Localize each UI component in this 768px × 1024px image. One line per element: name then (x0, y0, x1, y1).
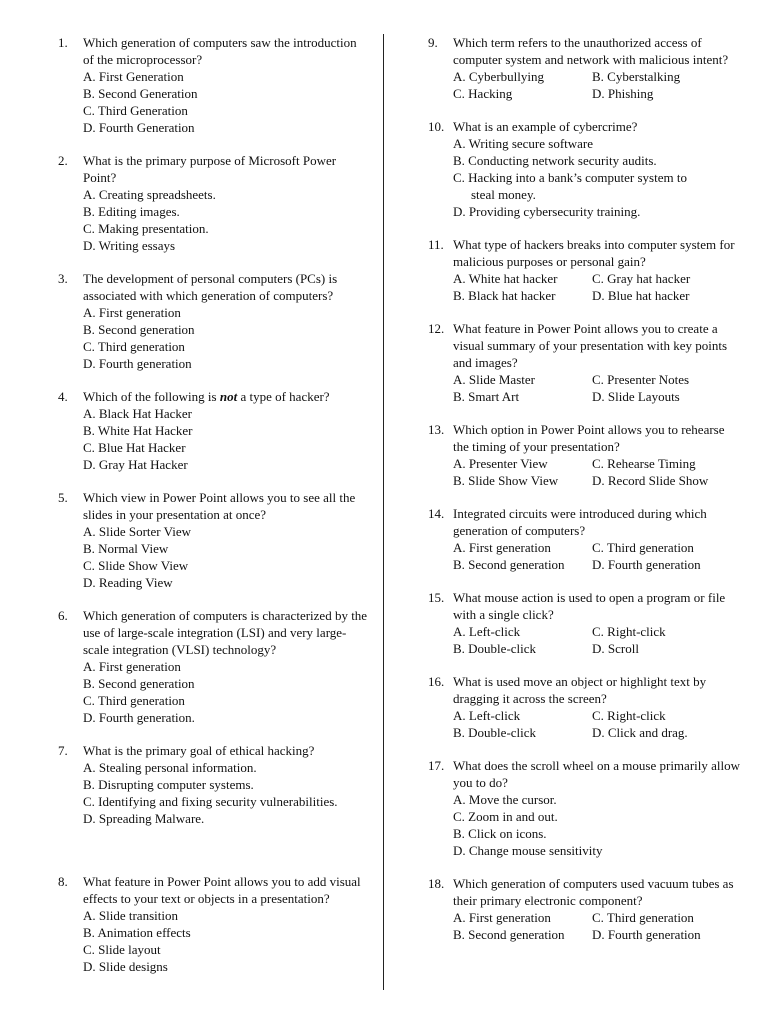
option-a: A. Writing secure software (453, 136, 594, 151)
question-8 (58, 873, 368, 975)
column-divider (383, 34, 384, 990)
option-a: A. White hat hacker (453, 271, 558, 286)
question-text: What type of hackers breaks into computer system for malicious purposes or personal gain? (453, 237, 735, 269)
option-c: C. Third Generation (83, 103, 188, 118)
option-b: B. Cyberstalking (592, 69, 681, 84)
option-a: A. Left-click (453, 624, 521, 639)
question-2 (58, 152, 368, 254)
option-b: B. Second generation (453, 557, 565, 572)
option-b: B. Animation effects (83, 925, 191, 940)
question-14 (428, 505, 740, 573)
option-d: D. Fourth generation (592, 927, 701, 942)
option-b: B. Conducting network security audits. (453, 153, 657, 168)
question-number: 6. (58, 608, 68, 623)
question-10 (428, 118, 740, 220)
question-number: 13. (428, 422, 445, 437)
option-a: A. Move the cursor. (453, 792, 557, 807)
option-c: C. Rehearse Timing (592, 456, 696, 471)
option-c: C. Right-click (592, 624, 666, 639)
question-number: 11. (428, 237, 444, 252)
option-b: B. Slide Show View (453, 473, 559, 488)
question-text: Which generation of computers is characterized by the use of large-scale integration (LSI) and very large-scale integration (VLSI) technology? (83, 608, 368, 657)
option-a: A. First generation (83, 305, 181, 320)
option-b: B. Smart Art (453, 389, 520, 404)
question-text: What is the primary purpose of Microsoft Power Point? (83, 153, 337, 185)
question-number: 15. (428, 590, 445, 605)
option-c: C. Blue Hat Hacker (83, 440, 186, 455)
option-b: B. Black hat hacker (453, 288, 556, 303)
option-d: D. Phishing (592, 86, 654, 101)
question-1 (58, 34, 368, 136)
question-number: 7. (58, 743, 68, 758)
question-number: 12. (428, 321, 445, 336)
option-c: C. Slide layout (83, 942, 161, 957)
option-d: D. Fourth generation (592, 557, 701, 572)
option-b: B. Disrupting computer systems. (83, 777, 254, 792)
question-text: The development of personal computers (PCs) is associated with which generation of computers? (83, 271, 338, 303)
question-text: What feature in Power Point allows you to create a visual summary of your presentation with key points and images? (453, 321, 728, 370)
question-text: Integrated circuits were introduced during which generation of computers? (453, 506, 707, 538)
option-a: A. Left-click (453, 708, 521, 723)
right-column (428, 34, 740, 943)
option-d: D. Writing essays (83, 238, 176, 253)
option-a: A. Slide Master (453, 372, 535, 387)
question-text: Which option in Power Point allows you to rehearse the timing of your presentation? (453, 422, 725, 454)
question-15 (428, 589, 740, 657)
question-3 (58, 270, 368, 372)
option-d: D. Fourth generation. (83, 710, 195, 725)
question-text: What is used move an object or highlight text by dragging it across the screen? (453, 674, 707, 706)
option-d: D. Reading View (83, 575, 173, 590)
question-6 (58, 607, 368, 726)
question-4 (58, 388, 368, 473)
option-c: C. Slide Show View (83, 558, 189, 573)
option-d: D. Click and drag. (592, 725, 688, 740)
option-d: D. Blue hat hacker (592, 288, 690, 303)
question-5 (58, 489, 368, 591)
option-d: D. Scroll (592, 641, 639, 656)
option-c: C. Identifying and fixing security vulnerabilities. (83, 794, 338, 809)
option-b: B. Double-click (453, 725, 537, 740)
question-11 (428, 236, 740, 304)
option-b: B. White Hat Hacker (83, 423, 193, 438)
option-d: D. Providing cybersecurity training. (453, 204, 641, 219)
question-text: What feature in Power Point allows you to add visual effects to your text or objects in a presentation? (83, 874, 361, 906)
question-18 (428, 875, 740, 943)
question-text: Which generation of computers saw the introduction of the microprocessor? (83, 35, 357, 67)
option-c: C. Right-click (592, 708, 666, 723)
option-d: D. Change mouse sensitivity (453, 843, 603, 858)
option-b: B. Second Generation (83, 86, 198, 101)
emphasis-not: not (219, 389, 238, 404)
question-number: 16. (428, 674, 445, 689)
option-c: C. Gray hat hacker (592, 271, 691, 286)
option-d: D. Spreading Malware. (83, 811, 205, 826)
question-number: 10. (428, 119, 445, 134)
question-text: What does the scroll wheel on a mouse primarily allow you to do? (453, 758, 741, 790)
question-text: Which term refers to the unauthorized access of computer system and network with malicious intent? (453, 35, 729, 67)
option-b: B. Second generation (83, 322, 195, 337)
question-16 (428, 673, 740, 741)
question-13 (428, 421, 740, 489)
option-c: C. Third generation (592, 910, 694, 925)
question-number: 9. (428, 35, 438, 50)
option-c: C. Presenter Notes (592, 372, 690, 387)
question-number: 3. (58, 271, 68, 286)
question-text: Which generation of computers used vacuum tubes as their primary electronic component? (453, 876, 734, 908)
option-c: C. Third generation (592, 540, 694, 555)
option-c: C. Hacking (453, 86, 513, 101)
option-a: A. Slide Sorter View (83, 524, 192, 539)
question-17 (428, 757, 740, 859)
option-a: A. Presenter View (453, 456, 548, 471)
option-b: B. Double-click (453, 641, 537, 656)
option-a: A. First Generation (83, 69, 184, 84)
question-text: What is the primary goal of ethical hacking? (83, 743, 315, 758)
option-d: D. Record Slide Show (592, 473, 709, 488)
option-a: A. Black Hat Hacker (83, 406, 193, 421)
option-d: D. Slide Layouts (592, 389, 680, 404)
question-number: 14. (428, 506, 445, 521)
option-b: B. Click on icons. (453, 826, 547, 841)
option-c: C. Zoom in and out. (453, 809, 558, 824)
option-b: B. Normal View (83, 541, 169, 556)
option-a: A. First generation (83, 659, 181, 674)
option-a: A. First generation (453, 910, 551, 925)
question-number: 18. (428, 876, 445, 891)
question-text: What mouse action is used to open a program or file with a single click? (453, 590, 726, 622)
question-9 (428, 34, 740, 102)
question-text: Which of the following is not a type of hacker? (83, 389, 330, 404)
question-12 (428, 320, 740, 405)
option-b: B. Second generation (453, 927, 565, 942)
question-number: 1. (58, 35, 68, 50)
option-a: A. First generation (453, 540, 551, 555)
left-column (58, 34, 368, 975)
option-a: A. Stealing personal information. (83, 760, 257, 775)
question-number: 8. (58, 874, 68, 889)
option-d: D. Gray Hat Hacker (83, 457, 188, 472)
question-text: Which view in Power Point allows you to see all the slides in your presentation at once? (83, 490, 356, 522)
question-number: 4. (58, 389, 68, 404)
option-d: D. Fourth Generation (83, 120, 195, 135)
option-c-continued: steal money. (471, 187, 536, 202)
option-a: A. Creating spreadsheets. (83, 187, 216, 202)
question-number: 17. (428, 758, 445, 773)
question-7 (58, 742, 368, 827)
option-a: A. Slide transition (83, 908, 178, 923)
option-b: B. Editing images. (83, 204, 180, 219)
option-a: A. Cyberbullying (453, 69, 544, 84)
option-c: C. Third generation (83, 339, 185, 354)
question-number: 2. (58, 153, 68, 168)
option-d: D. Fourth generation (83, 356, 192, 371)
option-d: D. Slide designs (83, 959, 168, 974)
option-c: C. Third generation (83, 693, 185, 708)
option-c: C. Making presentation. (83, 221, 209, 236)
option-b: B. Second generation (83, 676, 195, 691)
question-number: 5. (58, 490, 68, 505)
question-text: What is an example of cybercrime? (453, 119, 638, 134)
option-c: C. Hacking into a bank’s computer system to (453, 170, 687, 185)
